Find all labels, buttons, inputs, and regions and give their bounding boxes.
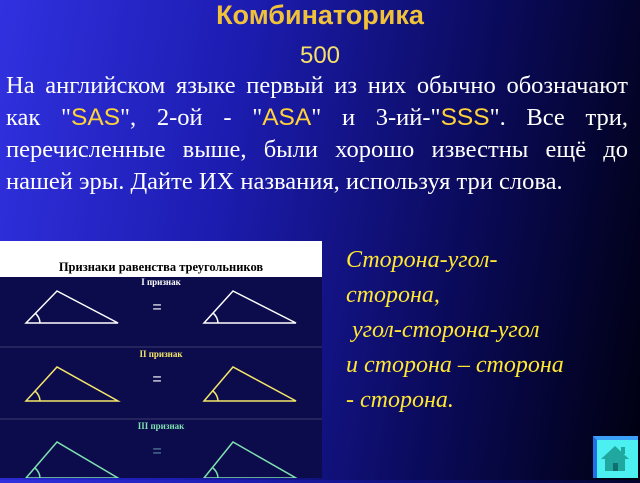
triangle <box>204 442 296 478</box>
home-button[interactable] <box>593 436 638 478</box>
triangle <box>26 291 118 323</box>
triangle <box>204 291 296 323</box>
figure-title: Признаки равенства треугольников <box>0 241 322 277</box>
slide-title: Комбинаторика <box>216 0 424 30</box>
answer-line: сторона, <box>346 282 440 308</box>
answer-line: Сторона-угол- <box>346 247 498 273</box>
home-icon <box>597 440 634 474</box>
equals-sign: = <box>152 371 162 388</box>
criterion-label: II признак <box>139 349 183 359</box>
triangles-diagram <box>0 277 322 478</box>
question-text: На английском языке первый из них обычно обозначают как "SAS", 2-ой - "ASA" и 3-ий-"SSS". Все три, перечисленные выше, были хорошо известны ещё до нашей эры. Дайте ИХ названия, используя три слова. <box>6 72 629 195</box>
triangle <box>26 367 118 401</box>
triangle <box>26 442 118 478</box>
points-value: 500 <box>299 42 341 69</box>
equals-sign: = <box>152 299 162 316</box>
triangle <box>204 367 296 401</box>
criterion-label: I признак <box>141 277 181 287</box>
criterion-label: III признак <box>137 421 185 431</box>
answer-text <box>346 243 636 418</box>
answer-line: - сторона. <box>346 387 454 413</box>
answer-line: угол-сторона-угол <box>346 317 540 343</box>
triangle-congruence-figure <box>0 241 322 478</box>
answer-line: и сторона – сторона <box>346 352 564 378</box>
equals-sign: = <box>152 443 162 460</box>
